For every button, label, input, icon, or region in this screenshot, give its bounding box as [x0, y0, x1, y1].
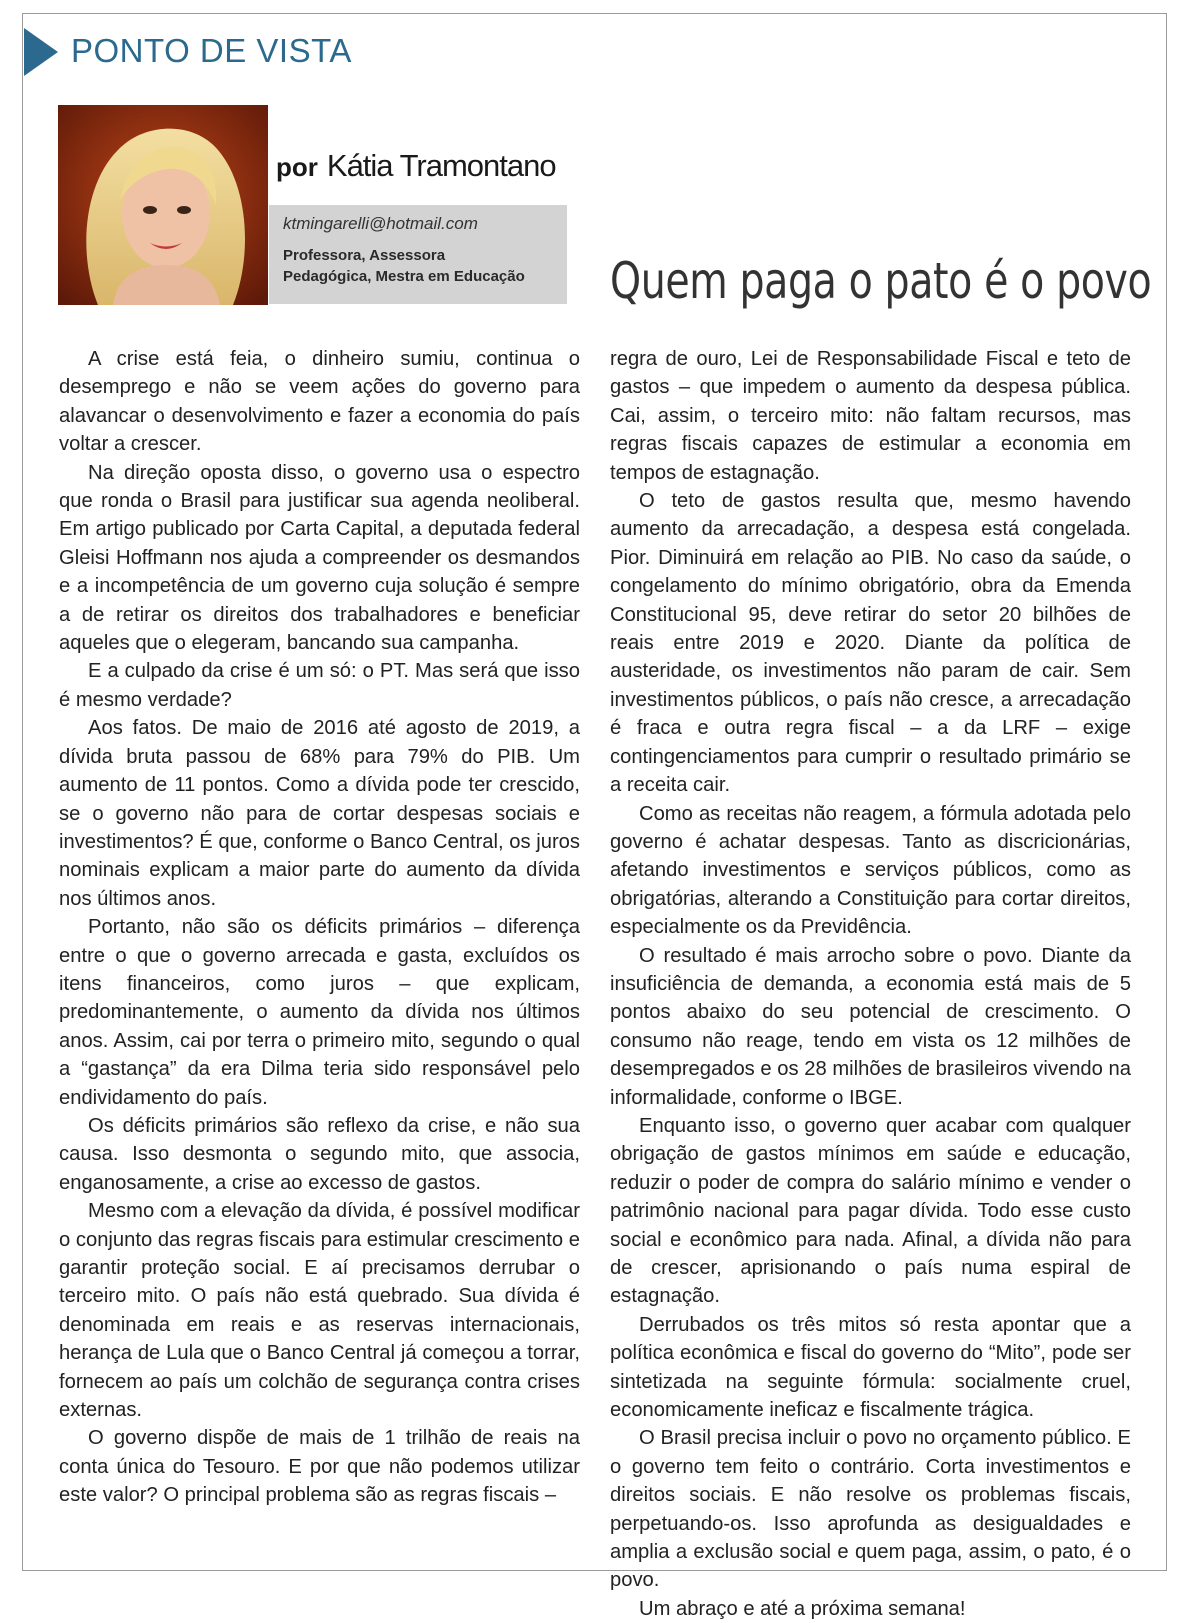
article-headline: Quem paga o pato é o povo: [610, 252, 1152, 310]
article-column-right: [610, 345, 1131, 1623]
author-name: Kátia Tramontano: [326, 148, 556, 183]
author-info-box: [269, 205, 567, 304]
paragraph: O Brasil precisa incluir o povo no orçamento público. E o governo tem feito o contrário. Corta investimentos e direitos sociais. E não resolve os problemas fiscais, perpetuando-os. Isso aprofunda as desigualdades e amplia a exclusão social e quem paga, assim, o pato, é o povo.: [610, 1427, 1131, 1592]
paragraph: Um abraço e até a próxima semana!: [639, 1597, 966, 1620]
paragraph: E a culpado da crise é um só: o PT. Mas será que isso é mesmo verdade?: [59, 660, 580, 711]
section-title: PONTO DE VISTA: [71, 32, 352, 69]
paragraph: A crise está feia, o dinheiro sumiu, continua o desemprego e não se veem ações do governo para alavancar o desenvolvimento e fazer a economia do país voltar a crescer.: [59, 348, 580, 456]
paragraph: regra de ouro, Lei de Responsabilidade Fiscal e teto de gastos – que impedem o aumento da despesa pública. Cai, assim, o terceiro mito: não faltam recursos, mas regras fiscais capazes de estimular a economia em tempos de estagnação.: [610, 348, 1131, 484]
author-role-line-1: Professora, Assessora: [283, 247, 446, 264]
author-byline: [276, 148, 556, 184]
author-role: [283, 245, 567, 287]
paragraph: O resultado é mais arrocho sobre o povo. Diante da insuficiência de demanda, a economia está mais de 5 pontos abaixo do seu potencial de crescimento. O consumo não reage, tendo em vista os 12 milhões de desempregados e os 28 milhões de brasileiros vivendo na informalidade, conforme o IBGE.: [610, 944, 1131, 1109]
paragraph: Como as receitas não reagem, a fórmula adotada pelo governo é achatar despesas. Tanto as discricionárias, afetando investimentos e serviços públicos, como as obrigatórias, alterando a Constituição para cortar direitos, especialmente os da Previdência.: [610, 802, 1131, 939]
paragraph: O teto de gastos resulta que, mesmo havendo aumento da arrecadação, a despesa está congelada. Pior. Diminuirá em relação ao PIB. No caso da saúde, o congelamento do mínimo obrigatório, obra da Emenda Constitucional 95, deve retirar do setor 20 bilhões de reais entre 2019 e 2020. Diante da política de austeridade, os investimentos não param de cair. Sem investimentos públicos, o país não cresce, a arrecadação é fraca e outra regra fiscal – a da LRF – exige contingenciamentos para cumprir o resultado primário se a receita cair.: [610, 490, 1131, 797]
byline-prefix: por: [276, 152, 318, 182]
section-arrow-icon: [24, 28, 58, 76]
paragraph: Mesmo com a elevação da dívida, é possível modificar o conjunto das regras fiscais para estimular crescimento e garantir proteção social. E aí precisamos derrubar o terceiro mito. O país não está quebrado. Sua dívida é denominada em reais e as reservas internacionais, herança de Lula que o Banco Central já começou a torrar, fornecem ao país um colchão de segurança contra crises externas.: [59, 1200, 580, 1422]
paragraph: Na direção oposta disso, o governo usa o espectro que ronda o Brasil para justificar sua agenda neoliberal. Em artigo publicado por Carta Capital, a deputada federal Gleisi Hoffmann nos ajuda a compreender os desmandos e a incompetência de um governo cuja solução é sempre a de retirar os direitos dos trabalhadores e beneficiar aqueles que o elegeram, bancando sua campanha.: [59, 461, 580, 655]
author-photo: [58, 105, 268, 305]
paragraph: Enquanto isso, o governo quer acabar com qualquer obrigação de gastos mínimos em saúde e educação, reduzir o poder de compra do salário mínimo e vender o patrimônio nacional para pagar dívida. Todo esse custo social e econômico para nada. Afinal, a dívida não para de crescer, aprisionando o país numa espiral de estagnação.: [610, 1114, 1131, 1308]
article-column-left: [59, 345, 580, 1510]
paragraph: Derrubados os três mitos só resta apontar que a política econômica e fiscal do governo do “Mito”, pode ser sintetizada na seguinte fórmula: socialmente cruel, economicamente ineficaz e fiscalmente trágica.: [610, 1313, 1131, 1422]
paragraph: Aos fatos. De maio de 2016 até agosto de 2019, a dívida bruta passou de 68% para 79% do PIB. Um aumento de 11 pontos. Como a dívida pode ter crescido, se o governo não para de cortar despesas sociais e investimentos? É que, conforme o Banco Central, os juros nominais explicam a maior parte do aumento da dívida nos últimos anos.: [59, 717, 580, 910]
paragraph: Os déficits primários são reflexo da crise, e não sua causa. Isso desmonta o segundo mito, que associa, enganosamente, a crise ao excesso de gastos.: [59, 1114, 580, 1194]
paragraph: O governo dispõe de mais de 1 trilhão de reais na conta única do Tesouro. E por que não podemos utilizar este valor? O principal problema são as regras fiscais –: [59, 1427, 580, 1507]
author-email[interactable]: ktmingarelli@hotmail.com: [283, 214, 478, 233]
author-role-line-2: Pedagógica, Mestra em Educação: [283, 268, 525, 285]
paragraph: Portanto, não são os déficits primários – diferença entre o que o governo arrecada e gasta, excluídos os itens financeiros, como juros – que explicam, predominantemente, o aumento da dívida nos últimos anos. Assim, cai por terra o primeiro mito, segundo o qual a “gastança” da era Dilma teria sido responsável pelo endividamento do país.: [59, 916, 580, 1109]
